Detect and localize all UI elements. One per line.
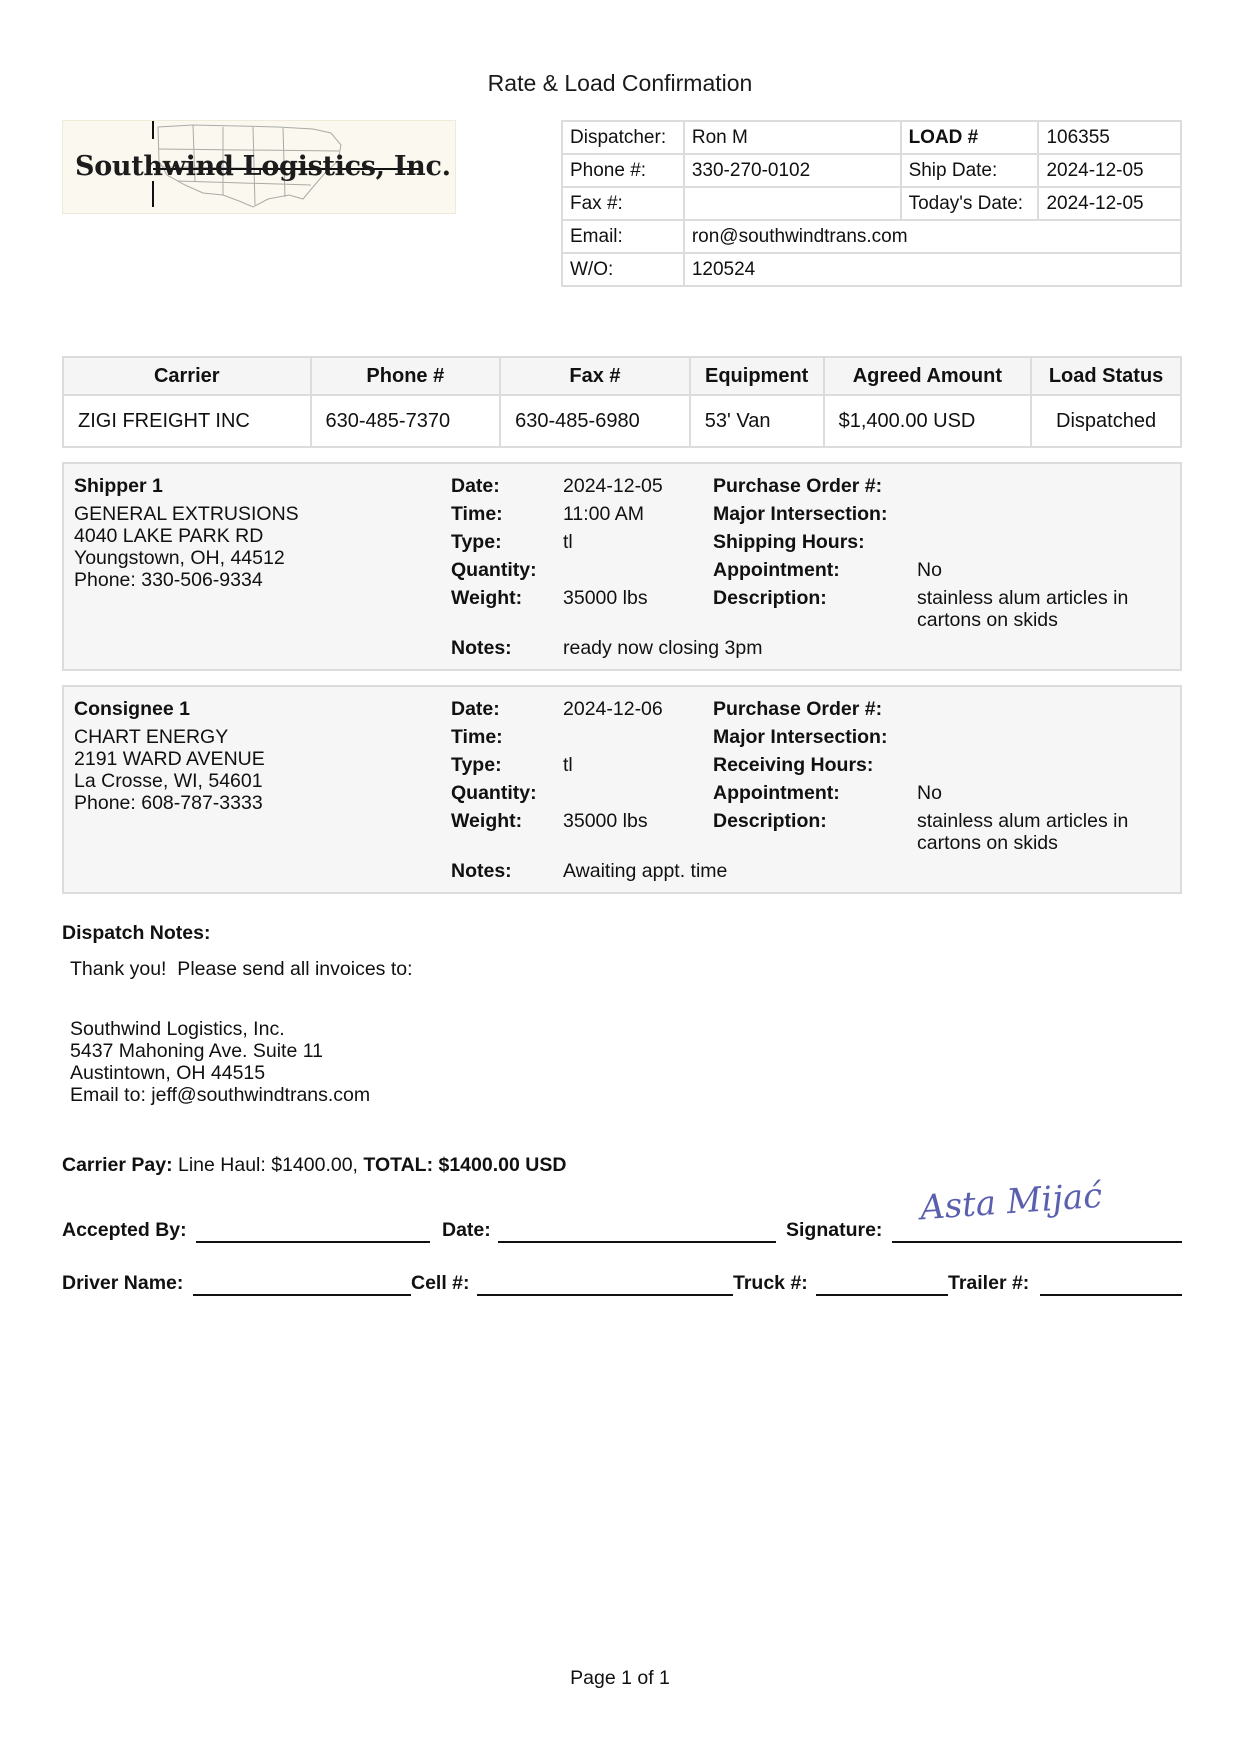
carrier-phone: 630-485-7370 xyxy=(311,395,501,447)
consignee-po-label: Purchase Order #: xyxy=(713,698,883,720)
consignee-hours-label: Receiving Hours: xyxy=(713,754,874,776)
shipper-quantity-label: Quantity: xyxy=(451,559,537,581)
ship-date-label: Ship Date: xyxy=(901,154,1039,187)
consignee-date-value: 2024-12-06 xyxy=(563,698,663,720)
consignee-description-label: Description: xyxy=(713,810,827,832)
consignee-weight-value: 35000 lbs xyxy=(563,810,648,832)
todays-date-label: Today's Date: xyxy=(901,187,1039,220)
consignee-notes-label: Notes: xyxy=(451,860,512,882)
shipper-heading: Shipper 1 xyxy=(74,475,163,497)
fax-label: Fax #: xyxy=(562,187,684,220)
trailer-label: Trailer #: xyxy=(948,1272,1030,1294)
load-number-label: LOAD # xyxy=(901,121,1039,154)
work-order-value: 120524 xyxy=(684,253,1181,286)
shipper-notes-label: Notes: xyxy=(451,637,512,659)
truck-label: Truck #: xyxy=(733,1272,808,1294)
carrier-pay-line-haul: Line Haul: $1400.00, xyxy=(172,1154,364,1176)
consignee-weight-label: Weight: xyxy=(451,810,523,832)
email-value: ron@southwindtrans.com xyxy=(684,220,1181,253)
shipper-notes-value: ready now closing 3pm xyxy=(563,637,763,659)
shipper-weight-value: 35000 lbs xyxy=(563,587,648,609)
header-fax: Fax # xyxy=(500,357,690,395)
invoice-address xyxy=(70,1018,370,1106)
carrier-pay-total: TOTAL: $1400.00 USD xyxy=(363,1154,567,1176)
dispatcher-label: Dispatcher: xyxy=(562,121,684,154)
consignee-address-line2: La Crosse, WI, 54601 xyxy=(74,770,263,792)
dispatch-notes-label: Dispatch Notes: xyxy=(62,922,211,944)
shipper-type-label: Type: xyxy=(451,531,502,553)
dispatcher-value: Ron M xyxy=(684,121,901,154)
dispatcher-row xyxy=(562,121,1181,154)
accepted-by-field[interactable] xyxy=(196,1241,430,1243)
cell-field[interactable] xyxy=(477,1294,733,1296)
consignee-heading: Consignee 1 xyxy=(74,698,190,720)
consignee-phone: Phone: 608-787-3333 xyxy=(74,792,263,814)
ship-date-value: 2024-12-05 xyxy=(1038,154,1181,187)
acceptance-date-field[interactable] xyxy=(498,1241,776,1243)
carrier-table-header xyxy=(63,357,1181,395)
page-number: Page 1 of 1 xyxy=(570,1667,670,1689)
carrier-pay-label: Carrier Pay: xyxy=(62,1154,173,1176)
consignee-date-label: Date: xyxy=(451,698,500,720)
shipper-time-label: Time: xyxy=(451,503,503,525)
invoice-email: Email to: jeff@southwindtrans.com xyxy=(70,1084,371,1106)
handwritten-signature: Asta Mijać xyxy=(918,1175,1104,1229)
consignee-type-value: tl xyxy=(563,754,573,776)
accepted-by-label: Accepted By: xyxy=(62,1219,187,1241)
consignee-appointment-value: No xyxy=(917,782,942,804)
carrier-load-status: Dispatched xyxy=(1031,395,1181,447)
signature-label: Signature: xyxy=(786,1219,883,1241)
acceptance-row xyxy=(62,1219,1182,1249)
consignee-appointment-label: Appointment: xyxy=(713,782,840,804)
shipper-po-label: Purchase Order #: xyxy=(713,475,883,497)
shipper-date-value: 2024-12-05 xyxy=(563,475,663,497)
header-equipment: Equipment xyxy=(690,357,824,395)
signature-field[interactable] xyxy=(892,1241,1182,1243)
carrier-table-row xyxy=(63,395,1181,447)
consignee-box xyxy=(62,685,1182,894)
shipper-phone: Phone: 330-506-9334 xyxy=(74,569,263,591)
invoice-city: Austintown, OH 44515 xyxy=(70,1062,266,1084)
logo-text: Southwind Logistics, Inc. xyxy=(75,151,451,182)
consignee-description-line2: cartons on skids xyxy=(917,832,1058,854)
shipper-address-line2: Youngstown, OH, 44512 xyxy=(74,547,285,569)
consignee-intersection-label: Major Intersection: xyxy=(713,726,888,748)
shipper-intersection-label: Major Intersection: xyxy=(713,503,888,525)
load-number-value: 106355 xyxy=(1038,121,1181,154)
shipper-name: GENERAL EXTRUSIONS xyxy=(74,503,299,525)
driver-name-field[interactable] xyxy=(193,1294,411,1296)
invoice-company: Southwind Logistics, Inc. xyxy=(70,1018,285,1040)
shipper-description-label: Description: xyxy=(713,587,827,609)
carrier-agreed-amount: $1,400.00 USD xyxy=(824,395,1032,447)
shipper-type-value: tl xyxy=(563,531,573,553)
consignee-quantity-label: Quantity: xyxy=(451,782,537,804)
shipper-time-value: 11:00 AM xyxy=(563,503,644,525)
company-logo xyxy=(62,120,456,214)
fax-row xyxy=(562,187,1181,220)
consignee-notes-value: Awaiting appt. time xyxy=(563,860,728,882)
shipper-box xyxy=(62,462,1182,671)
header-carrier: Carrier xyxy=(63,357,311,395)
dispatch-notes-intro: Thank you! Please send all invoices to: xyxy=(70,958,413,980)
todays-date-value: 2024-12-05 xyxy=(1038,187,1181,220)
shipper-description-line1: stainless alum articles in xyxy=(917,587,1129,609)
consignee-address-line1: 2191 WARD AVENUE xyxy=(74,748,265,770)
header-load-status: Load Status xyxy=(1031,357,1181,395)
shipper-appointment-label: Appointment: xyxy=(713,559,840,581)
shipper-description-line2: cartons on skids xyxy=(917,609,1058,631)
trailer-field[interactable] xyxy=(1040,1294,1182,1296)
shipper-hours-label: Shipping Hours: xyxy=(713,531,865,553)
consignee-time-label: Time: xyxy=(451,726,503,748)
shipper-weight-label: Weight: xyxy=(451,587,523,609)
dispatch-info-table xyxy=(561,120,1182,287)
phone-row xyxy=(562,154,1181,187)
work-order-row xyxy=(562,253,1181,286)
header-agreed-amount: Agreed Amount xyxy=(824,357,1032,395)
fax-value xyxy=(684,187,901,220)
page-title: Rate & Load Confirmation xyxy=(487,70,753,96)
consignee-name: CHART ENERGY xyxy=(74,726,229,748)
acceptance-date-label: Date: xyxy=(442,1219,491,1241)
invoice-street: 5437 Mahoning Ave. Suite 11 xyxy=(70,1040,323,1062)
cell-label: Cell #: xyxy=(411,1272,470,1294)
carrier-pay xyxy=(62,1154,566,1177)
carrier-table xyxy=(62,356,1182,448)
driver-row xyxy=(62,1272,1182,1302)
email-row xyxy=(562,220,1181,253)
carrier-name: ZIGI FREIGHT INC xyxy=(63,395,311,447)
phone-value: 330-270-0102 xyxy=(684,154,901,187)
driver-name-label: Driver Name: xyxy=(62,1272,184,1294)
truck-field[interactable] xyxy=(816,1294,948,1296)
consignee-type-label: Type: xyxy=(451,754,502,776)
consignee-description-line1: stainless alum articles in xyxy=(917,810,1129,832)
carrier-fax: 630-485-6980 xyxy=(500,395,690,447)
carrier-equipment: 53' Van xyxy=(690,395,824,447)
email-label: Email: xyxy=(562,220,684,253)
phone-label: Phone #: xyxy=(562,154,684,187)
shipper-appointment-value: No xyxy=(917,559,942,581)
shipper-date-label: Date: xyxy=(451,475,500,497)
header-phone: Phone # xyxy=(311,357,501,395)
work-order-label: W/O: xyxy=(562,253,684,286)
shipper-address-line1: 4040 LAKE PARK RD xyxy=(74,525,264,547)
